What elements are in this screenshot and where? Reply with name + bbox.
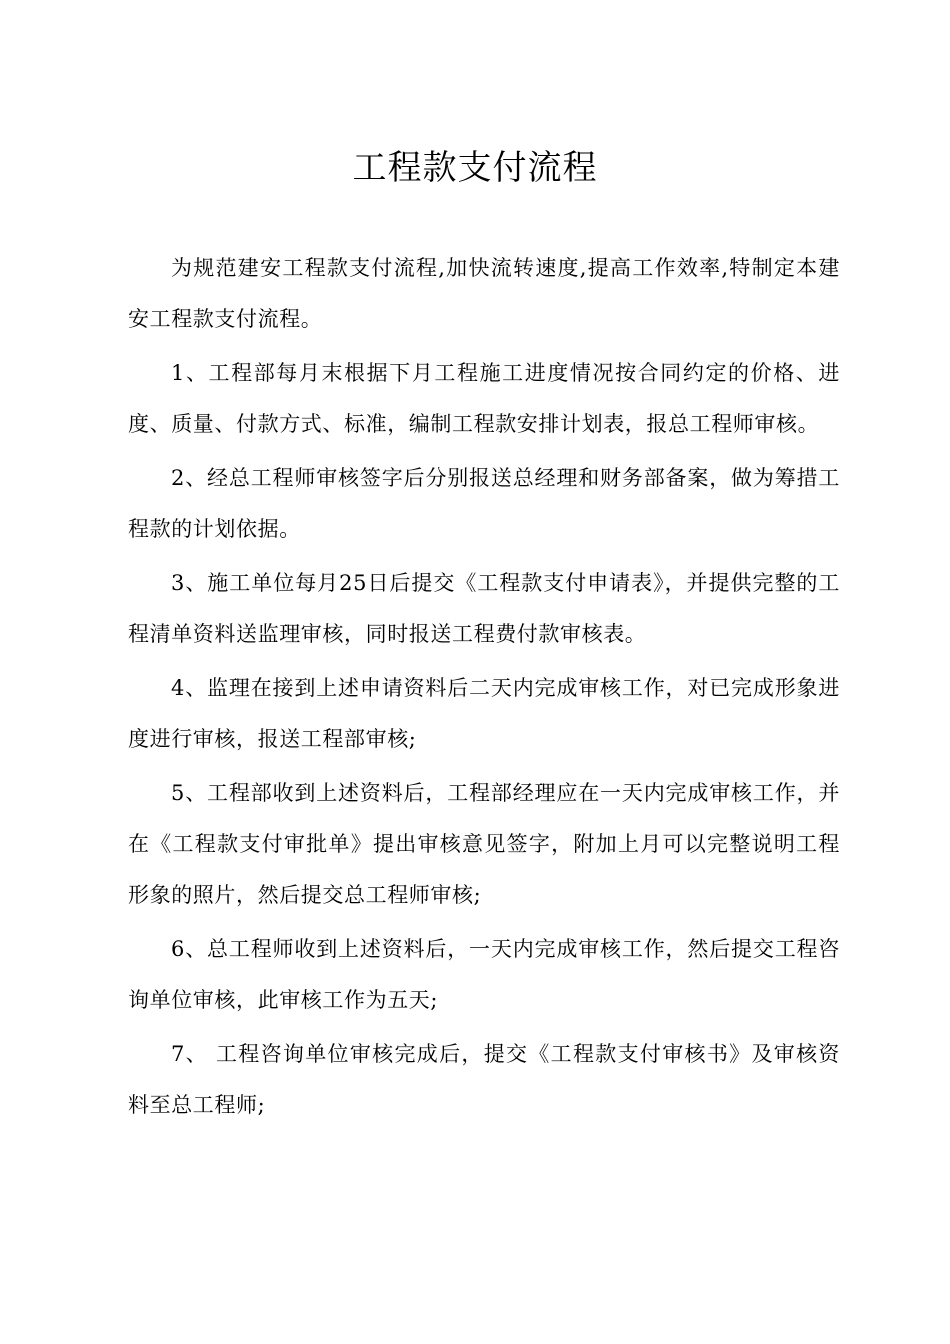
paragraph-step-1: 1、工程部每月末根据下月工程施工进度情况按合同约定的价格、进度、质量、付款方式、标准，编制工程款安排计划表，报总工程师审核。	[128, 361, 840, 436]
paragraph-step-4: 4、监理在接到上述申请资料后二天内完成审核工作，对已完成形象进度进行审核，报送工程部审核;	[128, 676, 840, 751]
paragraph-step-5: 5、工程部收到上述资料后，工程部经理应在一天内完成审核工作，并在《工程款支付审批单》提出审核意见签字，附加上月可以完整说明工程形象的照片，然后提交总工程师审核;	[128, 781, 840, 907]
paragraph-step-3: 3、施工单位每月25日后提交《工程款支付申请表》，并提供完整的工程清单资料送监理审核，同时报送工程费付款审核表。	[128, 571, 840, 646]
paragraph-step-6: 6、总工程师收到上述资料后，一天内完成审核工作，然后提交工程咨询单位审核，此审核工作为五天;	[128, 937, 840, 1012]
paragraph-step-7: 7、 工程咨询单位审核完成后，提交《工程款支付审核书》及审核资料至总工程师;	[128, 1042, 840, 1117]
paragraph-intro: 为规范建安工程款支付流程,加快流转速度,提高工作效率,特制定本建安工程款支付流程。	[128, 256, 840, 331]
paragraph-step-2: 2、经总工程师审核签字后分别报送总经理和财务部备案，做为筹措工程款的计划依据。	[128, 466, 840, 541]
document-body	[128, 243, 840, 1134]
document-title: 工程款支付流程	[352, 148, 598, 188]
